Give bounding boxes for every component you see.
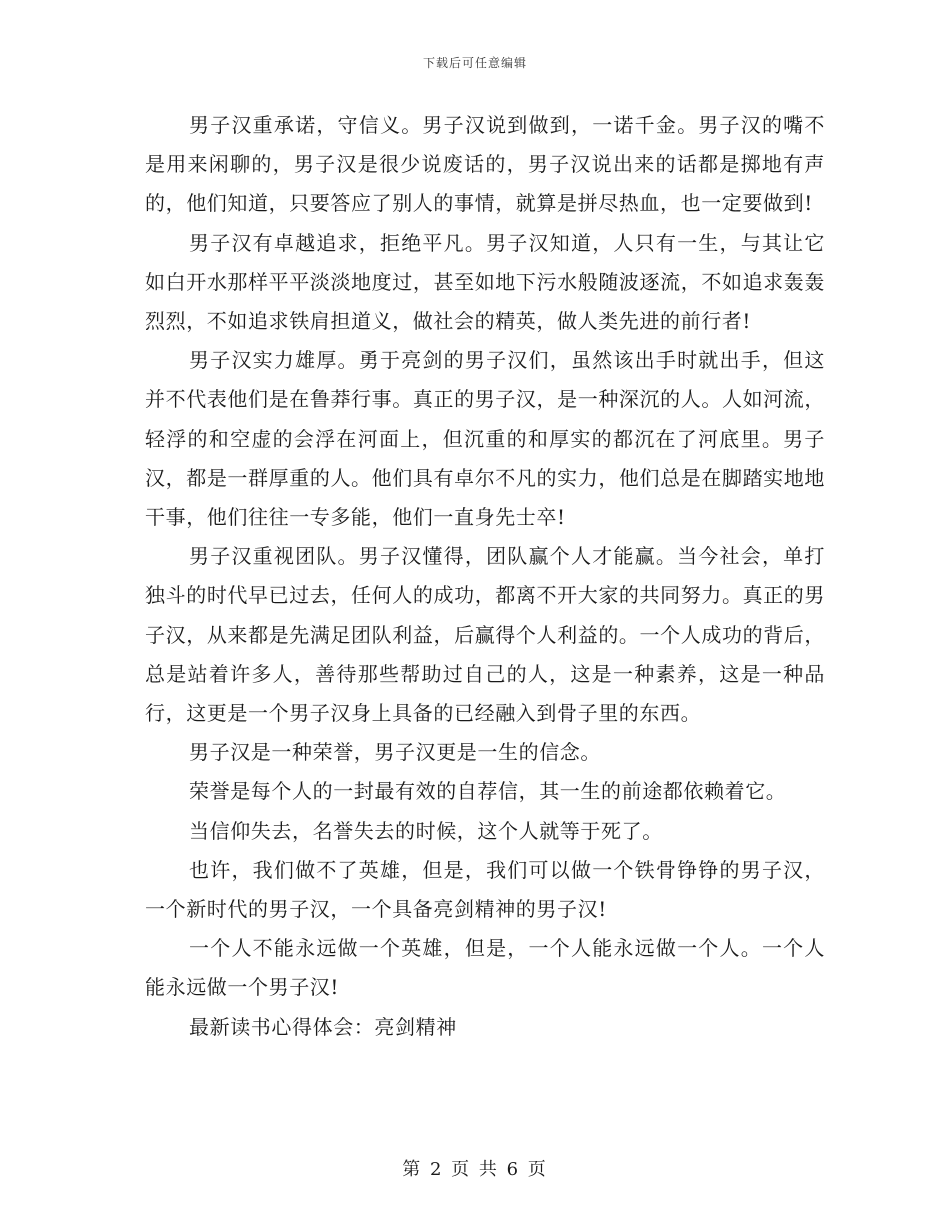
paragraph-strength: 男子汉实力雄厚。勇于亮剑的男子汉们，虽然该出手时就出手，但这并不代表他们是在鲁莽行事。真正的男子汉，是一种深沉的人。人如河流，轻浮的和空虚的会浮在河面上，但沉重的和厚实的都沉在了河底里。男子汉，都是一群厚重的人。他们具有卓尔不凡的实力，他们总是在脚踏实地地干事，他们往往一专多能，他们一直身先士卒! bbox=[145, 348, 825, 530]
page-number: 第 2 页 共 6 页 bbox=[402, 1159, 548, 1180]
paragraph-honor: 男子汉是一种荣誉，男子汉更是一生的信念。 bbox=[189, 740, 601, 765]
paragraph-hero: 也许，我们做不了英雄，但是，我们可以做一个铁骨铮铮的男子汉，一个新时代的男子汉，一个具备亮剑精神的男子汉! bbox=[145, 857, 825, 922]
paragraph-team: 男子汉重视团队。男子汉懂得，团队赢个人才能赢。当今社会，单打独斗的时代早已过去，任何人的成功，都离不开大家的共同努力。真正的男子汉，从来都是先满足团队利益，后赢得个人利益的。一个人成功的背后，总是站着许多人，善待那些帮助过自己的人，这是一种素养，这是一种品行，这更是一个男子汉身上具备的已经融入到骨子里的东西。 bbox=[145, 544, 825, 726]
paragraph-promise: 男子汉重承诺，守信义。男子汉说到做到，一诺千金。男子汉的嘴不是用来闲聊的，男子汉是很少说废话的，男子汉说出来的话都是掷地有声的，他们知道，只要答应了别人的事情，就算是拼尽热血，也一定要做到! bbox=[145, 113, 825, 216]
paragraph-forever: 一个人不能永远做一个英雄，但是，一个人能永远做一个人。一个人能永远做一个男子汉! bbox=[145, 936, 825, 1000]
paragraph-pursuit: 男子汉有卓越追求，拒绝平凡。男子汉知道，人只有一生，与其让它如白开水那样平平淡淡地度过，甚至如地下污水般随波逐流，不如追求轰轰烈烈，不如追求铁肩担道义，做社会的精英，做人类先进的前行者! bbox=[145, 230, 825, 334]
document-body bbox=[145, 106, 825, 1047]
page-header: 下载后可任意编辑 bbox=[422, 56, 527, 70]
paragraph-reputation: 荣誉是每个人的一封最有效的自荐信，其一生的前途都依赖着它。 bbox=[189, 779, 787, 804]
paragraph-belief: 当信仰失去，名誉失去的时候，这个人就等于死了。 bbox=[189, 818, 663, 843]
paragraph-next-title: 最新读书心得体会：亮剑精神 bbox=[189, 1014, 457, 1039]
